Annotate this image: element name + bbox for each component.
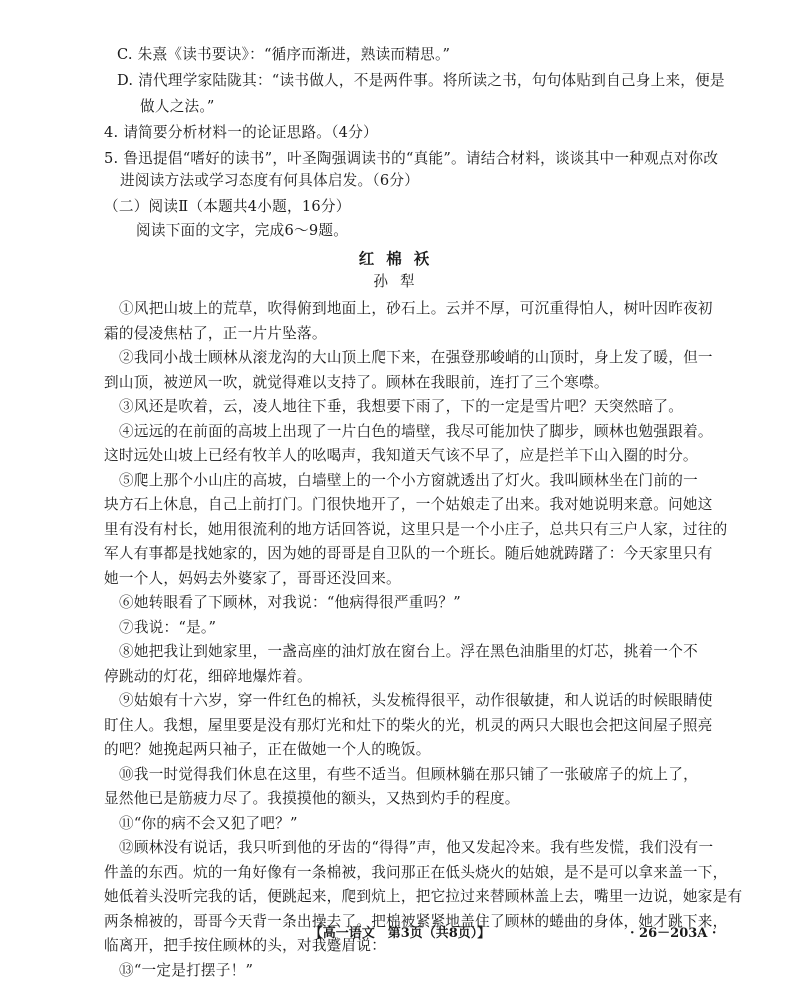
story-line: ⑩我一时觉得我们休息在这里，有些不适当。但顾林躺在那只铺了一张破席子的炕上了， — [119, 765, 698, 783]
story-line: 这时远处山坡上已经有牧羊人的吆喝声，我知道天气该不早了，应是拦羊下山入圈的时分。 — [104, 447, 698, 464]
story-line: ⑤爬上那个小山庄的高坡，白墙壁上的一个小方窗就透出了灯火。我叫顾林坐在门前的一 — [119, 471, 698, 489]
story-line: 块方石上休息，自己上前打门。门很快地开了，一个姑娘走了出来。我对她说明来意。问她这 — [104, 496, 713, 513]
story-line: 里有没有村长，她用很流利的地方话回答说，这里只是一个小庄子，总共只有三户人家，过往的 — [104, 520, 728, 538]
story-line: ⑦我说：“是。” — [119, 618, 217, 636]
page-footer: 【高一语文 第3页（共8页）】 — [309, 926, 491, 941]
story-line: 她低着头没听完我的话，便跳起来，爬到炕上，把它拉过来替顾林盖上去，嘴里一边说，她家是有 — [104, 888, 743, 905]
story-line: 两条棉被的，哥哥今天背一条出操去了。把棉被紧紧地盖住了顾林的蜷曲的身体，她才跳下来， — [104, 912, 728, 930]
question-4: 4. 请简要分析材料一的论证思路。（4分） — [104, 124, 378, 141]
story-line: ⑬“一定是打摆子！” — [119, 961, 254, 979]
question-5-line-1: 5. 鲁迅提倡“嗜好的读书”，叶圣陶强调读书的“真能”。请结合材料，谈谈其中一种观点对你改 — [104, 150, 719, 167]
story-line: 停跳动的灯花，细碎地爆炸着。 — [104, 667, 312, 685]
section-instruction: 阅读下面的文字，完成6～9题。 — [136, 222, 349, 239]
story-line: 盯住人。我想，屋里要是没有那灯光和灶下的柴火的光，机灵的两只大眼也会把这间屋子照亮 — [104, 716, 713, 734]
story-line: ⑨姑娘有十六岁，穿一件红色的棉袄，头发梳得很平，动作很敏捷，和人说话的时候眼睛使 — [119, 692, 713, 709]
story-line: ②我同小战士顾林从滚龙沟的大山顶上爬下来，在强登那峻峭的山顶时，身上发了暖，但一 — [119, 349, 713, 366]
story-line: ⑥她转眼看了下顾林，对我说：“他病得很严重吗？” — [119, 594, 461, 611]
option-d-line-2: 做人之法。” — [140, 98, 215, 115]
story-line: 临离开，把手按住顾林的头，对我蹙眉说： — [104, 937, 387, 954]
story-line: 件盖的东西。炕的一角好像有一条棉被，我问那正在低头烧火的姑娘，是不是可以拿来盖一下， — [104, 863, 728, 881]
story-author: 孙犁 — [373, 273, 427, 290]
question-5-line-2: 进阅读方法或学习态度有何具体启发。（6分） — [120, 172, 420, 189]
story-line: 她一个人，妈妈去外婆家了，哥哥还没回来。 — [104, 569, 401, 587]
option-d-line-1: D. 清代理学家陆陇其：“读书做人，不是两件事。将所读之书，句句体贴到自己身上来，便是 — [117, 72, 725, 89]
exam-code: · 26－203A · — [630, 926, 717, 941]
option-c: C. 朱熹《读书要诀》：“循序而渐进，熟读而精思。” — [117, 46, 451, 63]
story-line: 显然他已是筋疲力尽了。我摸摸他的额头，又热到灼手的程度。 — [104, 790, 520, 807]
story-line: 霜的侵凌焦枯了，正一片片坠落。 — [104, 324, 327, 342]
story-line: ⑫顾林没有说话，我只听到他的牙齿的“得得”声，他又发起冷来。我有些发慌，我们没有一 — [119, 839, 714, 856]
story-line: ①风把山坡上的荒草，吹得俯到地面上，砂石上。云并不厚，可沉重得怕人，树叶因昨夜初 — [119, 300, 713, 317]
story-line: 的吧？她挽起两只袖子，正在做她一个人的晚饭。 — [104, 741, 431, 758]
story-line: ⑪“你的病不会又犯了吧？” — [119, 814, 298, 832]
story-line: ③风还是吹着，云，凌人地往下垂，我想要下雨了，下的一定是雪片吧？天突然暗了。 — [119, 398, 684, 415]
story-line: ④远远的在前面的高坡上出现了一片白色的墙壁，我尽可能加快了脚步，顾林也勉强跟着。 — [119, 422, 713, 440]
section-heading: （二）阅读Ⅱ（本题共4小题，16分） — [104, 198, 351, 215]
story-line: 到山顶，被逆风一吹，就觉得难以支持了。顾林在我眼前，连打了三个寒噤。 — [104, 373, 609, 391]
story-line: 军人有事都是找她家的，因为她的哥哥是自卫队的一个班长。随后她就踌躇了：今天家里只有 — [104, 545, 713, 562]
story-title: 红棉袄 — [358, 249, 442, 268]
story-line: ⑧她把我让到她家里，一盏高座的油灯放在窗台上。浮在黑色油脂里的灯芯，挑着一个不 — [119, 643, 698, 660]
